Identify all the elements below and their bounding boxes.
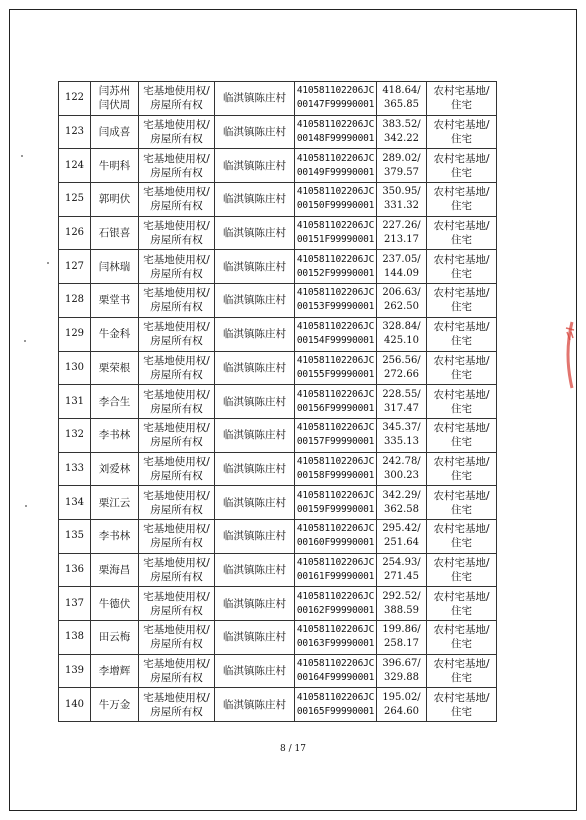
- table-row: [59, 351, 497, 385]
- cell-unit-number: 410581102206JC 00152F99990001: [295, 250, 377, 284]
- cell-owner-name: 栗江云: [91, 486, 139, 520]
- cell-location: 临淇镇陈庄村: [215, 82, 295, 116]
- table-row: [59, 418, 497, 452]
- cell-number: 125: [59, 183, 91, 217]
- cell-owner-name: 闫苏州 闫伏周: [91, 82, 139, 116]
- cell-owner-name: 石银喜: [91, 216, 139, 250]
- cell-owner-name: 牛金科: [91, 317, 139, 351]
- cell-owner-name: 闫林瑞: [91, 250, 139, 284]
- cell-area: 292.52/ 388.59: [377, 587, 427, 621]
- cell-owner-name: 闫成喜: [91, 115, 139, 149]
- cell-right-type: 宅基地使用权/ 房屋所有权: [139, 149, 215, 183]
- cell-number: 133: [59, 452, 91, 486]
- cell-unit-number: 410581102206JC 00165F99990001: [295, 688, 377, 722]
- cell-owner-name: 李增辉: [91, 654, 139, 688]
- table-body: [59, 82, 497, 722]
- table-row: [59, 519, 497, 553]
- cell-unit-number: 410581102206JC 00154F99990001: [295, 317, 377, 351]
- cell-location: 临淇镇陈庄村: [215, 486, 295, 520]
- cell-number: 134: [59, 486, 91, 520]
- cell-number: 129: [59, 317, 91, 351]
- cell-location: 临淇镇陈庄村: [215, 250, 295, 284]
- cell-use: 农村宅基地/ 住宅: [427, 553, 497, 587]
- cell-location: 临淇镇陈庄村: [215, 452, 295, 486]
- cell-owner-name: 刘爱林: [91, 452, 139, 486]
- cell-unit-number: 410581102206JC 00159F99990001: [295, 486, 377, 520]
- cell-unit-number: 410581102206JC 00163F99990001: [295, 621, 377, 655]
- cell-unit-number: 410581102206JC 00148F99990001: [295, 115, 377, 149]
- cell-unit-number: 410581102206JC 00153F99990001: [295, 284, 377, 318]
- cell-location: 临淇镇陈庄村: [215, 216, 295, 250]
- cell-number: 128: [59, 284, 91, 318]
- cell-use: 农村宅基地/ 住宅: [427, 621, 497, 655]
- cell-owner-name: 李合生: [91, 385, 139, 419]
- cell-right-type: 宅基地使用权/ 房屋所有权: [139, 115, 215, 149]
- cell-area: 199.86/ 258.17: [377, 621, 427, 655]
- cell-number: 139: [59, 654, 91, 688]
- cell-use: 农村宅基地/ 住宅: [427, 149, 497, 183]
- cell-unit-number: 410581102206JC 00157F99990001: [295, 418, 377, 452]
- cell-area: 254.93/ 271.45: [377, 553, 427, 587]
- cell-right-type: 宅基地使用权/ 房屋所有权: [139, 250, 215, 284]
- cell-right-type: 宅基地使用权/ 房屋所有权: [139, 688, 215, 722]
- table-row: [59, 452, 497, 486]
- cell-location: 临淇镇陈庄村: [215, 149, 295, 183]
- cell-area: 350.95/ 331.32: [377, 183, 427, 217]
- cell-right-type: 宅基地使用权/ 房屋所有权: [139, 519, 215, 553]
- cell-location: 临淇镇陈庄村: [215, 317, 295, 351]
- cell-owner-name: 牛万金: [91, 688, 139, 722]
- scan-speck: [21, 155, 23, 157]
- cell-area: 256.56/ 272.66: [377, 351, 427, 385]
- cell-right-type: 宅基地使用权/ 房屋所有权: [139, 351, 215, 385]
- cell-area: 289.02/ 379.57: [377, 149, 427, 183]
- table-row: [59, 183, 497, 217]
- table-row: [59, 486, 497, 520]
- cell-use: 农村宅基地/ 住宅: [427, 688, 497, 722]
- scan-speck: [24, 340, 26, 342]
- table-row: [59, 149, 497, 183]
- cell-use: 农村宅基地/ 住宅: [427, 519, 497, 553]
- cell-use: 农村宅基地/ 住宅: [427, 115, 497, 149]
- table-row: [59, 115, 497, 149]
- cell-owner-name: 李书林: [91, 519, 139, 553]
- cell-right-type: 宅基地使用权/ 房屋所有权: [139, 418, 215, 452]
- cell-number: 127: [59, 250, 91, 284]
- cell-area: 396.67/ 329.88: [377, 654, 427, 688]
- cell-area: 227.26/ 213.17: [377, 216, 427, 250]
- cell-right-type: 宅基地使用权/ 房屋所有权: [139, 385, 215, 419]
- table-row: [59, 553, 497, 587]
- cell-location: 临淇镇陈庄村: [215, 351, 295, 385]
- cell-right-type: 宅基地使用权/ 房屋所有权: [139, 553, 215, 587]
- table-row: [59, 317, 497, 351]
- cell-right-type: 宅基地使用权/ 房屋所有权: [139, 317, 215, 351]
- scan-speck: [47, 262, 49, 264]
- cell-use: 农村宅基地/ 住宅: [427, 284, 497, 318]
- cell-location: 临淇镇陈庄村: [215, 519, 295, 553]
- cell-right-type: 宅基地使用权/ 房屋所有权: [139, 452, 215, 486]
- cell-area: 383.52/ 342.22: [377, 115, 427, 149]
- cell-use: 农村宅基地/ 住宅: [427, 587, 497, 621]
- cell-number: 124: [59, 149, 91, 183]
- cell-location: 临淇镇陈庄村: [215, 553, 295, 587]
- cell-right-type: 宅基地使用权/ 房屋所有权: [139, 183, 215, 217]
- cell-location: 临淇镇陈庄村: [215, 688, 295, 722]
- cell-area: 242.78/ 300.23: [377, 452, 427, 486]
- cell-use: 农村宅基地/ 住宅: [427, 183, 497, 217]
- cell-unit-number: 410581102206JC 00150F99990001: [295, 183, 377, 217]
- cell-owner-name: 栗海昌: [91, 553, 139, 587]
- table-row: [59, 216, 497, 250]
- cell-area: 206.63/ 262.50: [377, 284, 427, 318]
- cell-area: 418.64/ 365.85: [377, 82, 427, 116]
- cell-number: 131: [59, 385, 91, 419]
- cell-number: 140: [59, 688, 91, 722]
- cell-unit-number: 410581102206JC 00155F99990001: [295, 351, 377, 385]
- cell-location: 临淇镇陈庄村: [215, 115, 295, 149]
- cell-right-type: 宅基地使用权/ 房屋所有权: [139, 216, 215, 250]
- cell-number: 123: [59, 115, 91, 149]
- cell-location: 临淇镇陈庄村: [215, 587, 295, 621]
- cell-owner-name: 牛明科: [91, 149, 139, 183]
- table-row: [59, 284, 497, 318]
- cell-unit-number: 410581102206JC 00156F99990001: [295, 385, 377, 419]
- cell-location: 临淇镇陈庄村: [215, 654, 295, 688]
- cell-owner-name: 郭明伏: [91, 183, 139, 217]
- cell-location: 临淇镇陈庄村: [215, 621, 295, 655]
- table-row: [59, 688, 497, 722]
- cell-use: 农村宅基地/ 住宅: [427, 351, 497, 385]
- cell-area: 295.42/ 251.64: [377, 519, 427, 553]
- scan-speck: [25, 505, 27, 507]
- cell-area: 195.02/ 264.60: [377, 688, 427, 722]
- cell-right-type: 宅基地使用权/ 房屋所有权: [139, 621, 215, 655]
- cell-unit-number: 410581102206JC 00164F99990001: [295, 654, 377, 688]
- cell-area: 328.84/ 425.10: [377, 317, 427, 351]
- cell-location: 临淇镇陈庄村: [215, 385, 295, 419]
- cell-owner-name: 栗荣根: [91, 351, 139, 385]
- cell-number: 130: [59, 351, 91, 385]
- page-number: 8 / 17: [280, 744, 306, 754]
- cell-right-type: 宅基地使用权/ 房屋所有权: [139, 284, 215, 318]
- cell-owner-name: 栗堂书: [91, 284, 139, 318]
- cell-right-type: 宅基地使用权/ 房屋所有权: [139, 486, 215, 520]
- cell-use: 农村宅基地/ 住宅: [427, 654, 497, 688]
- cell-number: 135: [59, 519, 91, 553]
- cell-use: 农村宅基地/ 住宅: [427, 486, 497, 520]
- cell-use: 农村宅基地/ 住宅: [427, 452, 497, 486]
- cell-unit-number: 410581102206JC 00162F99990001: [295, 587, 377, 621]
- table-row: [59, 250, 497, 284]
- cell-number: 138: [59, 621, 91, 655]
- cell-right-type: 宅基地使用权/ 房屋所有权: [139, 82, 215, 116]
- cell-unit-number: 410581102206JC 00151F99990001: [295, 216, 377, 250]
- cell-number: 132: [59, 418, 91, 452]
- cell-owner-name: 李书林: [91, 418, 139, 452]
- cell-right-type: 宅基地使用权/ 房屋所有权: [139, 587, 215, 621]
- cell-area: 345.37/ 335.13: [377, 418, 427, 452]
- cell-area: 342.29/ 362.58: [377, 486, 427, 520]
- cell-owner-name: 牛德伏: [91, 587, 139, 621]
- cell-number: 126: [59, 216, 91, 250]
- cell-use: 农村宅基地/ 住宅: [427, 216, 497, 250]
- seal-stamp-fragment: [562, 318, 576, 392]
- cell-use: 农村宅基地/ 住宅: [427, 317, 497, 351]
- cell-unit-number: 410581102206JC 00160F99990001: [295, 519, 377, 553]
- cell-number: 137: [59, 587, 91, 621]
- property-records-table: [58, 81, 497, 722]
- table-row: [59, 654, 497, 688]
- table-row: [59, 82, 497, 116]
- table-row: [59, 587, 497, 621]
- cell-location: 临淇镇陈庄村: [215, 183, 295, 217]
- cell-use: 农村宅基地/ 住宅: [427, 250, 497, 284]
- cell-use: 农村宅基地/ 住宅: [427, 418, 497, 452]
- cell-unit-number: 410581102206JC 00158F99990001: [295, 452, 377, 486]
- cell-unit-number: 410581102206JC 00149F99990001: [295, 149, 377, 183]
- cell-use: 农村宅基地/ 住宅: [427, 385, 497, 419]
- cell-unit-number: 410581102206JC 00161F99990001: [295, 553, 377, 587]
- cell-location: 临淇镇陈庄村: [215, 284, 295, 318]
- cell-location: 临淇镇陈庄村: [215, 418, 295, 452]
- cell-use: 农村宅基地/ 住宅: [427, 82, 497, 116]
- cell-number: 122: [59, 82, 91, 116]
- table-row: [59, 385, 497, 419]
- cell-number: 136: [59, 553, 91, 587]
- cell-area: 237.05/ 144.09: [377, 250, 427, 284]
- table-row: [59, 621, 497, 655]
- cell-area: 228.55/ 317.47: [377, 385, 427, 419]
- cell-unit-number: 410581102206JC 00147F99990001: [295, 82, 377, 116]
- cell-owner-name: 田云梅: [91, 621, 139, 655]
- cell-right-type: 宅基地使用权/ 房屋所有权: [139, 654, 215, 688]
